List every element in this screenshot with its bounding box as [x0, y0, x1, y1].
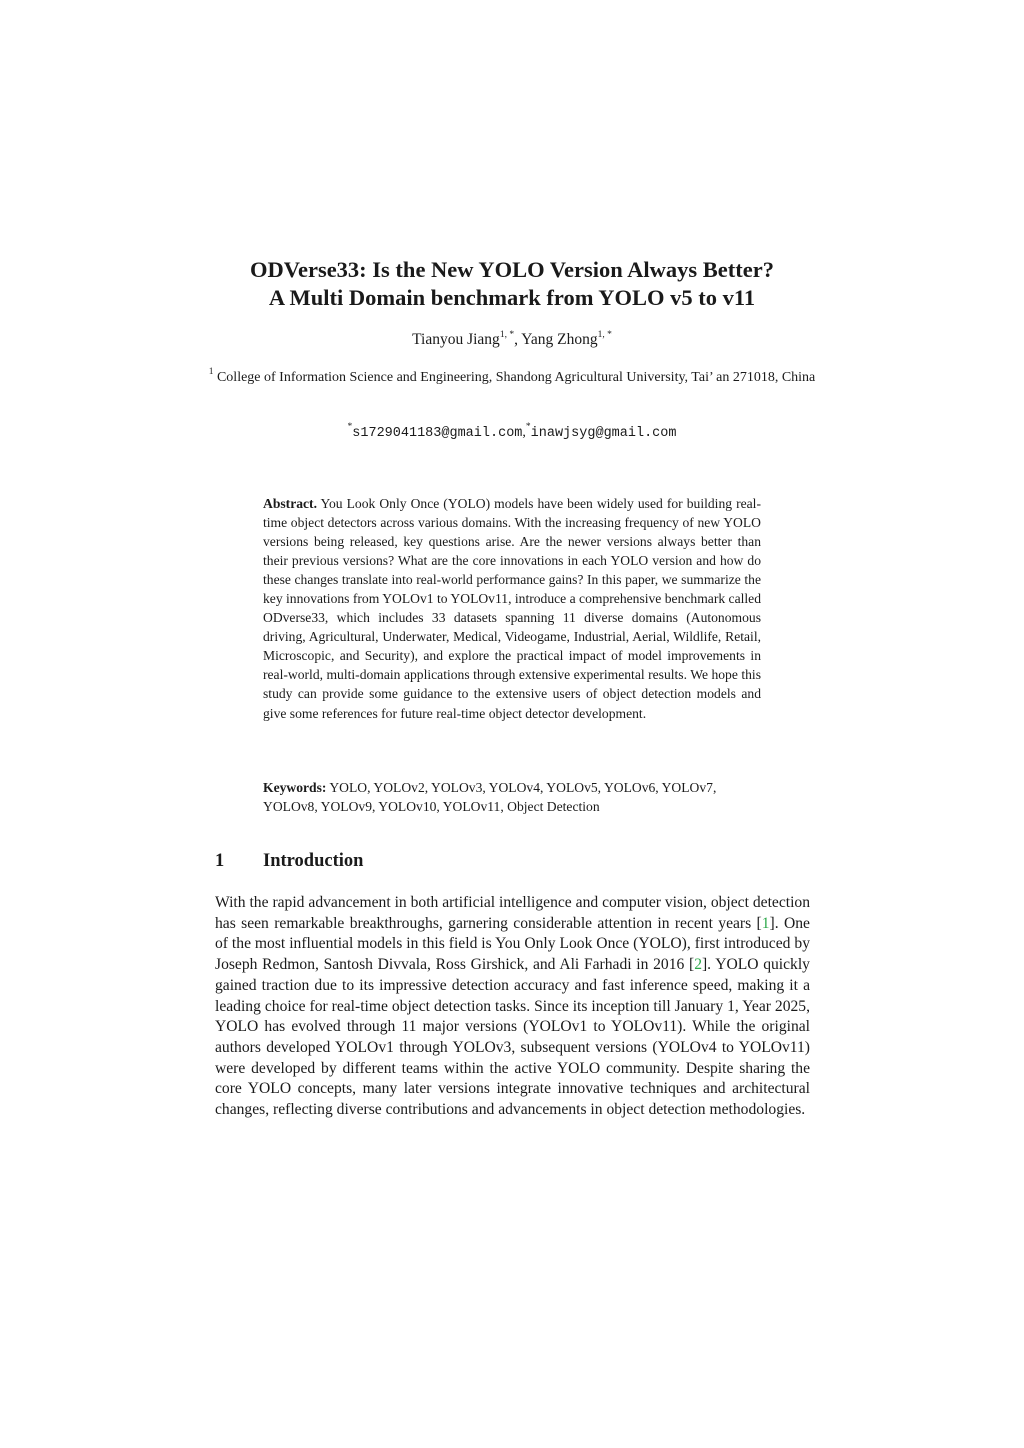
paper-title — [150, 256, 874, 312]
author-affiliation-mark: 1, * — [597, 330, 612, 340]
affiliation — [150, 368, 874, 387]
email-separator: , — [522, 425, 526, 440]
affiliation-text: College of Information Science and Engineering, Shandong Agricultural University, Tai’ an 271018, China — [216, 370, 816, 385]
keywords — [263, 778, 761, 816]
section-number: 1 — [215, 851, 225, 871]
email-mark: * — [525, 422, 531, 432]
section-heading — [215, 848, 363, 874]
intro-text: ]. YOLO quickly gained traction due to its impressive detection accuracy and fast inference speed, making it a leading choice for real-time object detection tasks. Since its inception till January 1, Year 2025, YOLO has evolved through 11 major versions (YOLOv1 to YOLOv11). While the original authors developed YOLOv1 through YOLOv3, subsequent versions (YOLOv4 to YOLOv11) were developed by different teams within the active YOLO community. Despite sharing the core YOLO concepts, many later versions integrate innovative techniques and architectural changes, reflecting diverse contributions and advancements in object detection methodologies. — [215, 956, 810, 1119]
abstract — [263, 494, 761, 723]
email-address[interactable]: s1729041183@gmail.com — [352, 426, 523, 441]
author-name: Yang Zhong — [521, 331, 598, 348]
intro-paragraph — [215, 893, 810, 1121]
citation-link[interactable]: 1 — [761, 914, 770, 932]
title-line-1: ODVerse33: Is the New YOLO Version Always Better? — [250, 257, 774, 282]
email-address[interactable]: inawjsyg@gmail.com — [530, 426, 677, 441]
author-name: Tianyou Jiang — [412, 331, 500, 348]
intro-text: With the rapid advancement in both artificial intelligence and computer vision, object detection has seen remarkable breakthroughs, garnering considerable attention in recent years [ — [215, 894, 810, 932]
abstract-label: Abstract. — [263, 496, 317, 511]
title-line-2: A Multi Domain benchmark from YOLO v5 to v11 — [268, 285, 756, 310]
affiliation-mark: 1 — [208, 367, 214, 377]
section-title: Introduction — [263, 851, 364, 871]
keywords-label: Keywords: — [263, 780, 327, 795]
email-mark: * — [347, 422, 353, 432]
author-list — [150, 330, 874, 350]
author-separator: , — [514, 331, 522, 348]
intro-text: ]. One of the most influential models in this field is You Only Look Once (YOLO), first introduced by Joseph Redmon, Santosh Divvala, Ross Girshick, and Ali Farhadi in 2016 [ — [215, 914, 810, 974]
email-line — [150, 423, 874, 443]
author-affiliation-mark: 1, * — [499, 330, 515, 340]
abstract-text: You Look Only Once (YOLO) models have been widely used for building real-time object detectors across various domains. With the increasing frequency of new YOLO versions being released, key questions arise. Are the newer versions always better than their previous versions? What are the core innovations in each YOLO version and how do these changes translate into real-world performance gains? In this paper, we summarize the key innovations from YOLOv1 to YOLOv11, introduce a comprehensive benchmark called ODverse33, which includes 33 datasets spanning 11 diverse domains (Autonomous driving, Agricultural, Underwater, Medical, Videogame, Industrial, Aerial, Wildlife, Retail, Microscopic, and Security), and explore the practical impact of model improvements in real-world, multi-domain applications through extensive experimental results. We hope this study can provide some guidance to the extensive users of object detection models and give some references for future real-time object detector development. — [263, 496, 761, 721]
citation-link[interactable]: 2 — [694, 956, 702, 974]
keywords-text: YOLO, YOLOv2, YOLOv3, YOLOv4, YOLOv5, YOLOv6, YOLOv7, YOLOv8, YOLOv9, YOLOv10, YOLOv11, Object Detection — [263, 780, 717, 815]
